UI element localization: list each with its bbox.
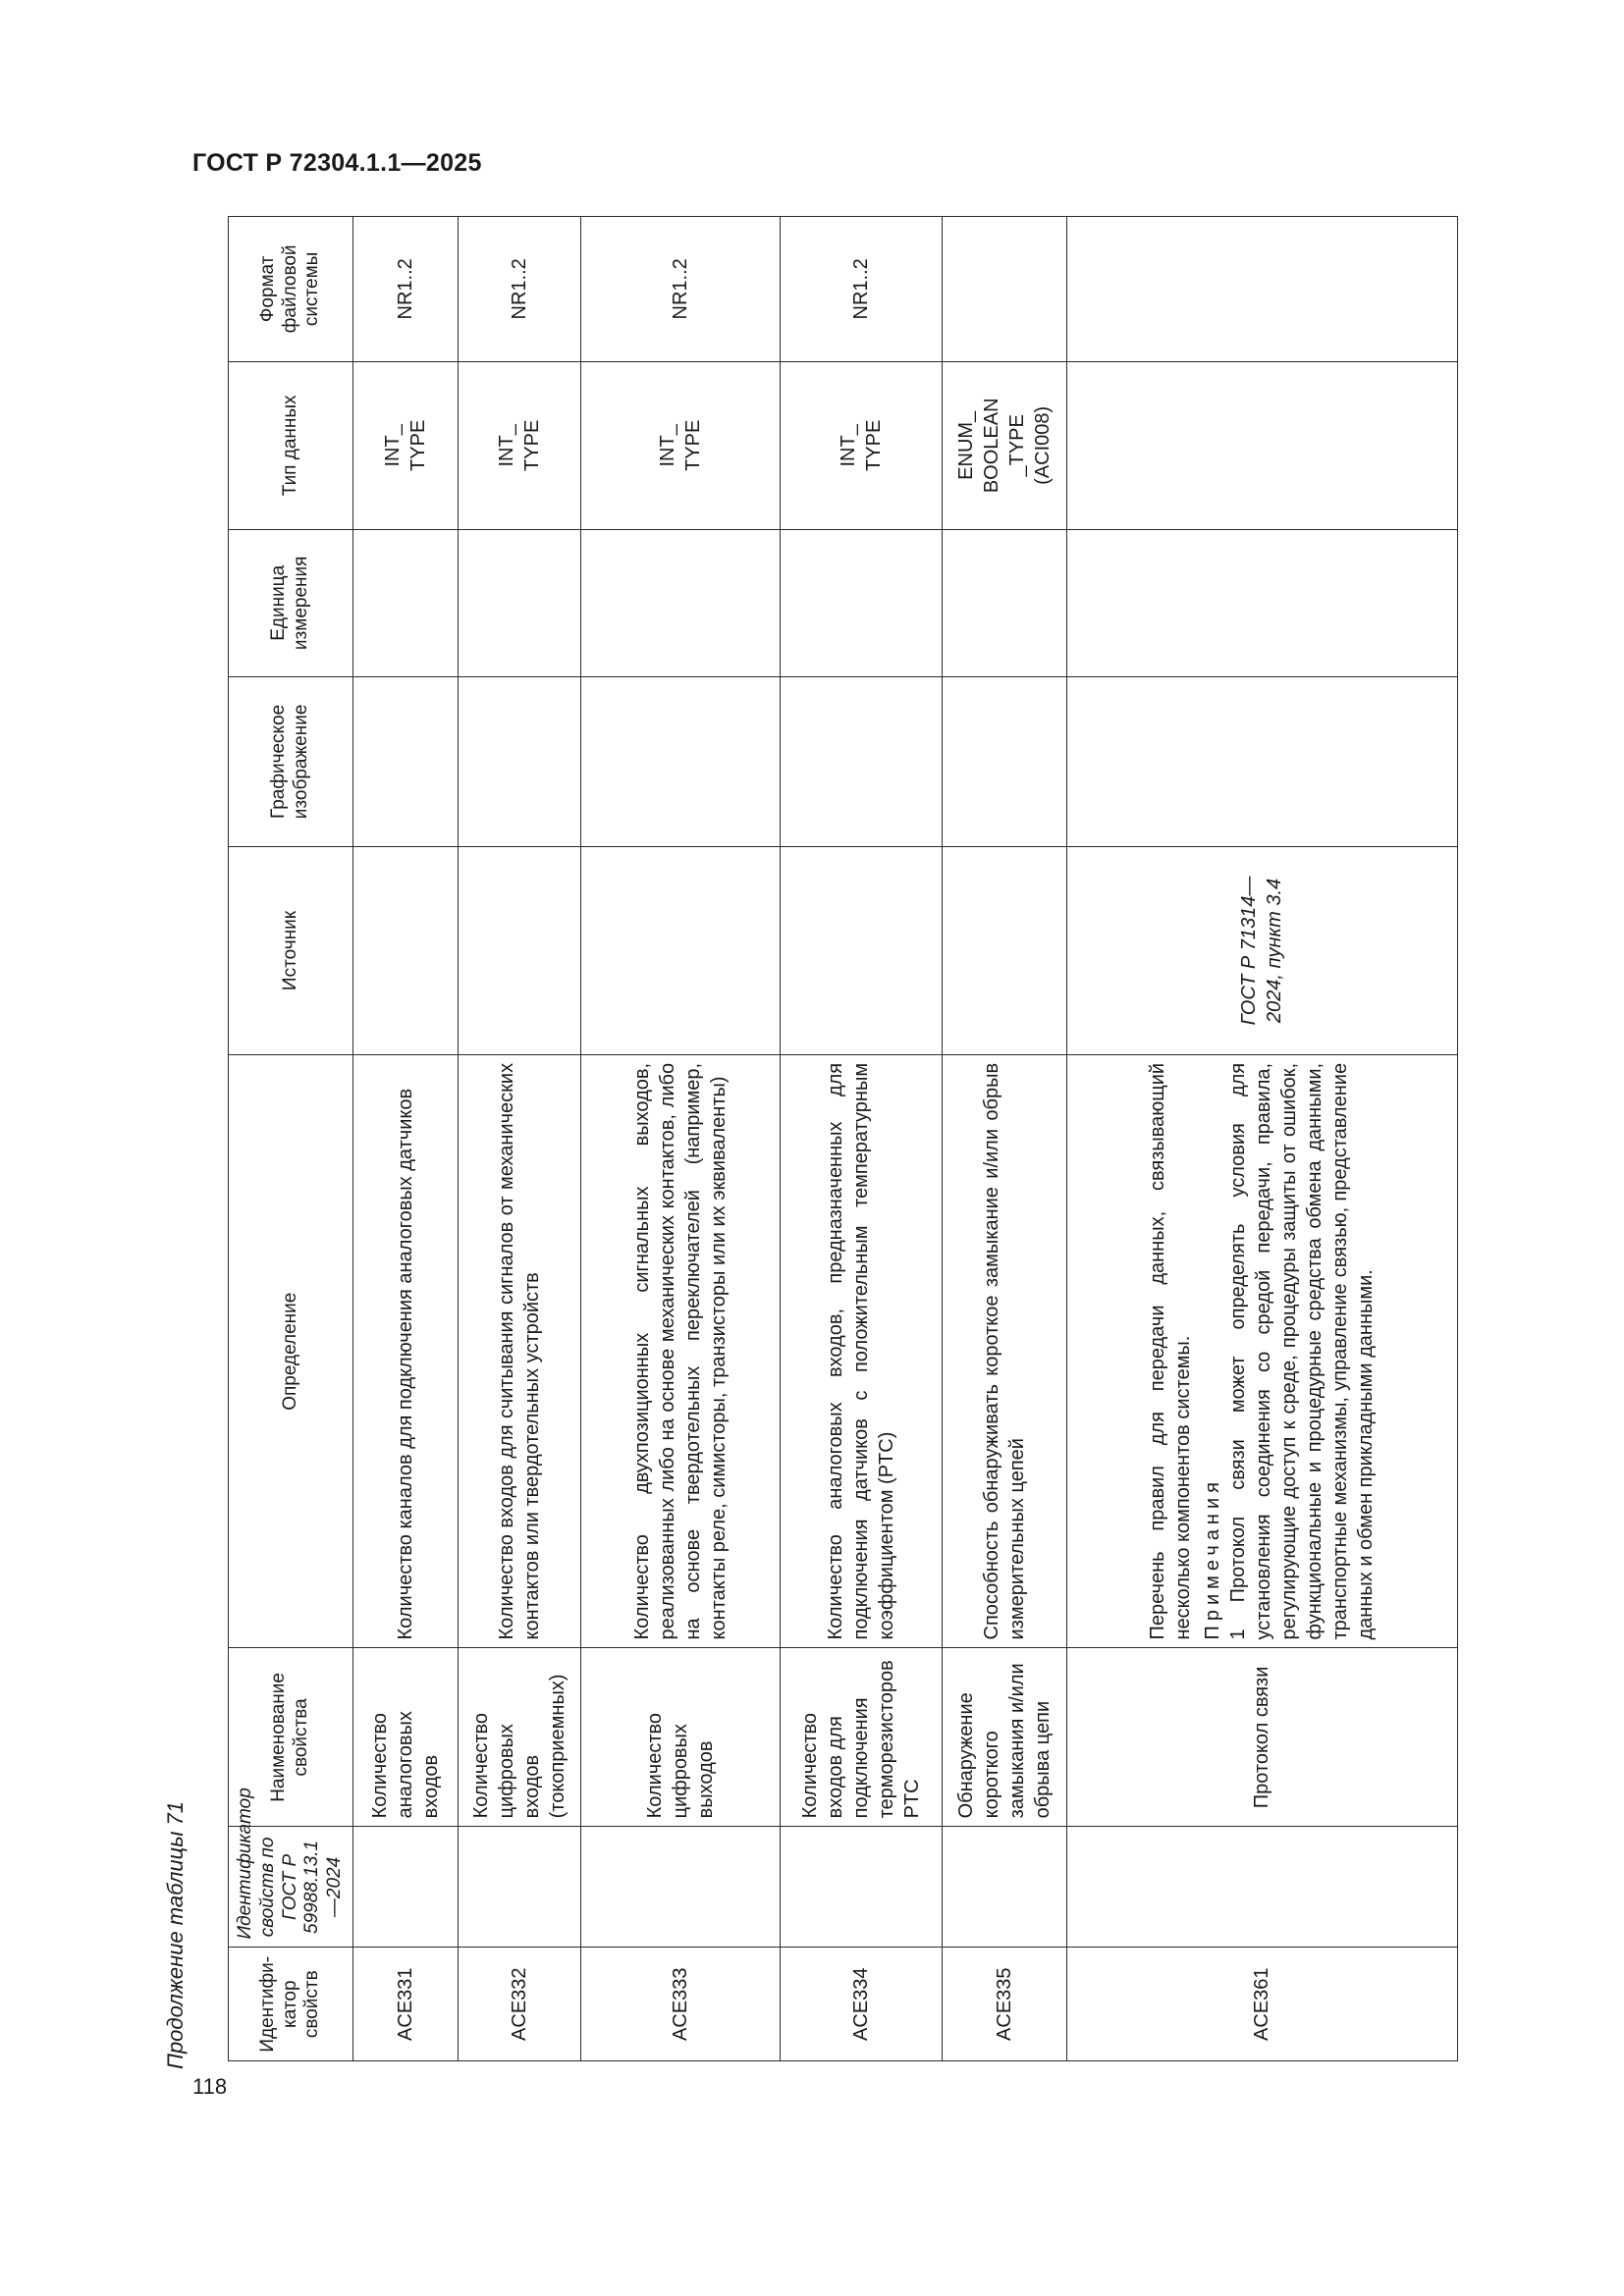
note-label: Примечания — [1202, 1477, 1224, 1640]
col-header-graphic: Графическое изображение — [229, 676, 353, 846]
cell-format: NR1..2 — [580, 217, 780, 362]
cell-definition: Количество аналоговых входов, предназначенных для подключения датчиков с положительным температурным коэффициентом (PTC) — [780, 1054, 942, 1648]
cell-format — [1066, 217, 1457, 362]
cell-definition: Способность обнаруживать короткое замыкание и/или обрыв измерительных цепей — [942, 1054, 1066, 1648]
table-caption: Продолжение таблицы 71 — [163, 1801, 188, 2069]
cell-data-type: INT_ TYPE — [352, 361, 458, 529]
cell-graphic — [1066, 676, 1457, 846]
cell-unit — [458, 529, 580, 676]
cell-unit — [580, 529, 780, 676]
cell-id: ACE332 — [458, 1948, 580, 2061]
cell-name: Количество аналоговых входов — [352, 1648, 458, 1827]
cell-name: Протокол связи — [1066, 1648, 1457, 1827]
cell-id: ACE335 — [942, 1948, 1066, 2061]
cell-graphic — [780, 676, 942, 846]
col-header-name: Наименование свойства — [229, 1648, 353, 1827]
cell-data-type — [1066, 361, 1457, 529]
table-row — [942, 217, 1066, 2061]
table-row — [580, 217, 780, 2061]
cell-id: ACE333 — [580, 1948, 780, 2061]
document-code-header: ГОСТ Р 72304.1.1—2025 — [192, 149, 482, 177]
cell-source: ГОСТ Р 71314—2024, пункт 3.4 — [1066, 847, 1457, 1055]
cell-definition: Количество двухпозиционных сигнальных выходов, реализованных либо на основе механических контактов, либо на основе твердотельных переключателей (например, контакты реле, симисторы, транзисторы или их эквиваленты) — [580, 1054, 780, 1648]
cell-graphic — [458, 676, 580, 846]
cell-data-type: INT_ TYPE — [458, 361, 580, 529]
cell-graphic — [942, 676, 1066, 846]
cell-source — [580, 847, 780, 1055]
table-row — [458, 217, 580, 2061]
cell-gost-id — [780, 1827, 942, 1948]
cell-format: NR1..2 — [780, 217, 942, 362]
col-header-format: Формат файловой системы — [229, 217, 353, 362]
table-row — [780, 217, 942, 2061]
cell-definition — [1066, 1054, 1457, 1648]
cell-definition: Количество каналов для подключения аналоговых датчиков — [352, 1054, 458, 1648]
cell-gost-id — [458, 1827, 580, 1948]
cell-data-type: INT_ TYPE — [780, 361, 942, 529]
cell-name: Количество входов для подключения терморезисторов PTC — [780, 1648, 942, 1827]
col-header-data-type: Тип данных — [229, 361, 353, 529]
cell-graphic — [580, 676, 780, 846]
col-header-gost-id: Идентификатор свойств по ГОСТ Р 59988.13.1—2024 — [229, 1827, 353, 1948]
properties-table — [228, 216, 1458, 2061]
cell-name: Количество цифровых выходов — [580, 1648, 780, 1827]
table-row — [1066, 217, 1457, 2061]
page-number: 118 — [192, 2074, 228, 2099]
cell-format: NR1..2 — [458, 217, 580, 362]
cell-gost-id — [1066, 1827, 1457, 1948]
cell-unit — [780, 529, 942, 676]
cell-gost-id — [352, 1827, 458, 1948]
cell-unit — [352, 529, 458, 676]
col-header-unit: Единица измерения — [229, 529, 353, 676]
cell-data-type: INT_ TYPE — [580, 361, 780, 529]
cell-gost-id — [942, 1827, 1066, 1948]
cell-name: Обнаружение короткого замыкания и/или обрыва цепи — [942, 1648, 1066, 1827]
col-header-definition: Определение — [229, 1054, 353, 1648]
definition-text: Перечень правил для передачи данных, связывающий несколько компонентов системы. — [1147, 1062, 1195, 1640]
cell-source — [458, 847, 580, 1055]
cell-unit — [942, 529, 1066, 676]
cell-unit — [1066, 529, 1457, 676]
cell-id: ACE361 — [1066, 1948, 1457, 2061]
rotated-table-area — [163, 208, 1518, 2069]
cell-definition: Количество входов для считывания сигналов от механических контактов или твердотельных устройств — [458, 1054, 580, 1648]
cell-source — [780, 847, 942, 1055]
cell-format: NR1..2 — [352, 217, 458, 362]
note-text: 1 Протокол связи может определять условия для установления соединения со средой передачи, правила, регулирующие доступ к среде, процедуры защиты от ошибок, функциональные и процедурные средства обмена данными, транспортные механизмы, управление связью, представление данных и обмен прикладными данными. — [1227, 1062, 1378, 1640]
cell-source — [352, 847, 458, 1055]
cell-format — [942, 217, 1066, 362]
table-row — [352, 217, 458, 2061]
cell-data-type: ENUM_ BOOLEAN _TYPE (ACI008) — [942, 361, 1066, 529]
cell-source — [942, 847, 1066, 1055]
cell-id: ACE334 — [780, 1948, 942, 2061]
cell-name: Количество цифровых входов (токоприемных) — [458, 1648, 580, 1827]
cell-graphic — [352, 676, 458, 846]
col-header-id: Идентифи- катор свойств — [229, 1948, 353, 2061]
cell-id: ACE331 — [352, 1948, 458, 2061]
cell-gost-id — [580, 1827, 780, 1948]
table-header-row — [229, 217, 353, 2061]
col-header-source: Источник — [229, 847, 353, 1055]
